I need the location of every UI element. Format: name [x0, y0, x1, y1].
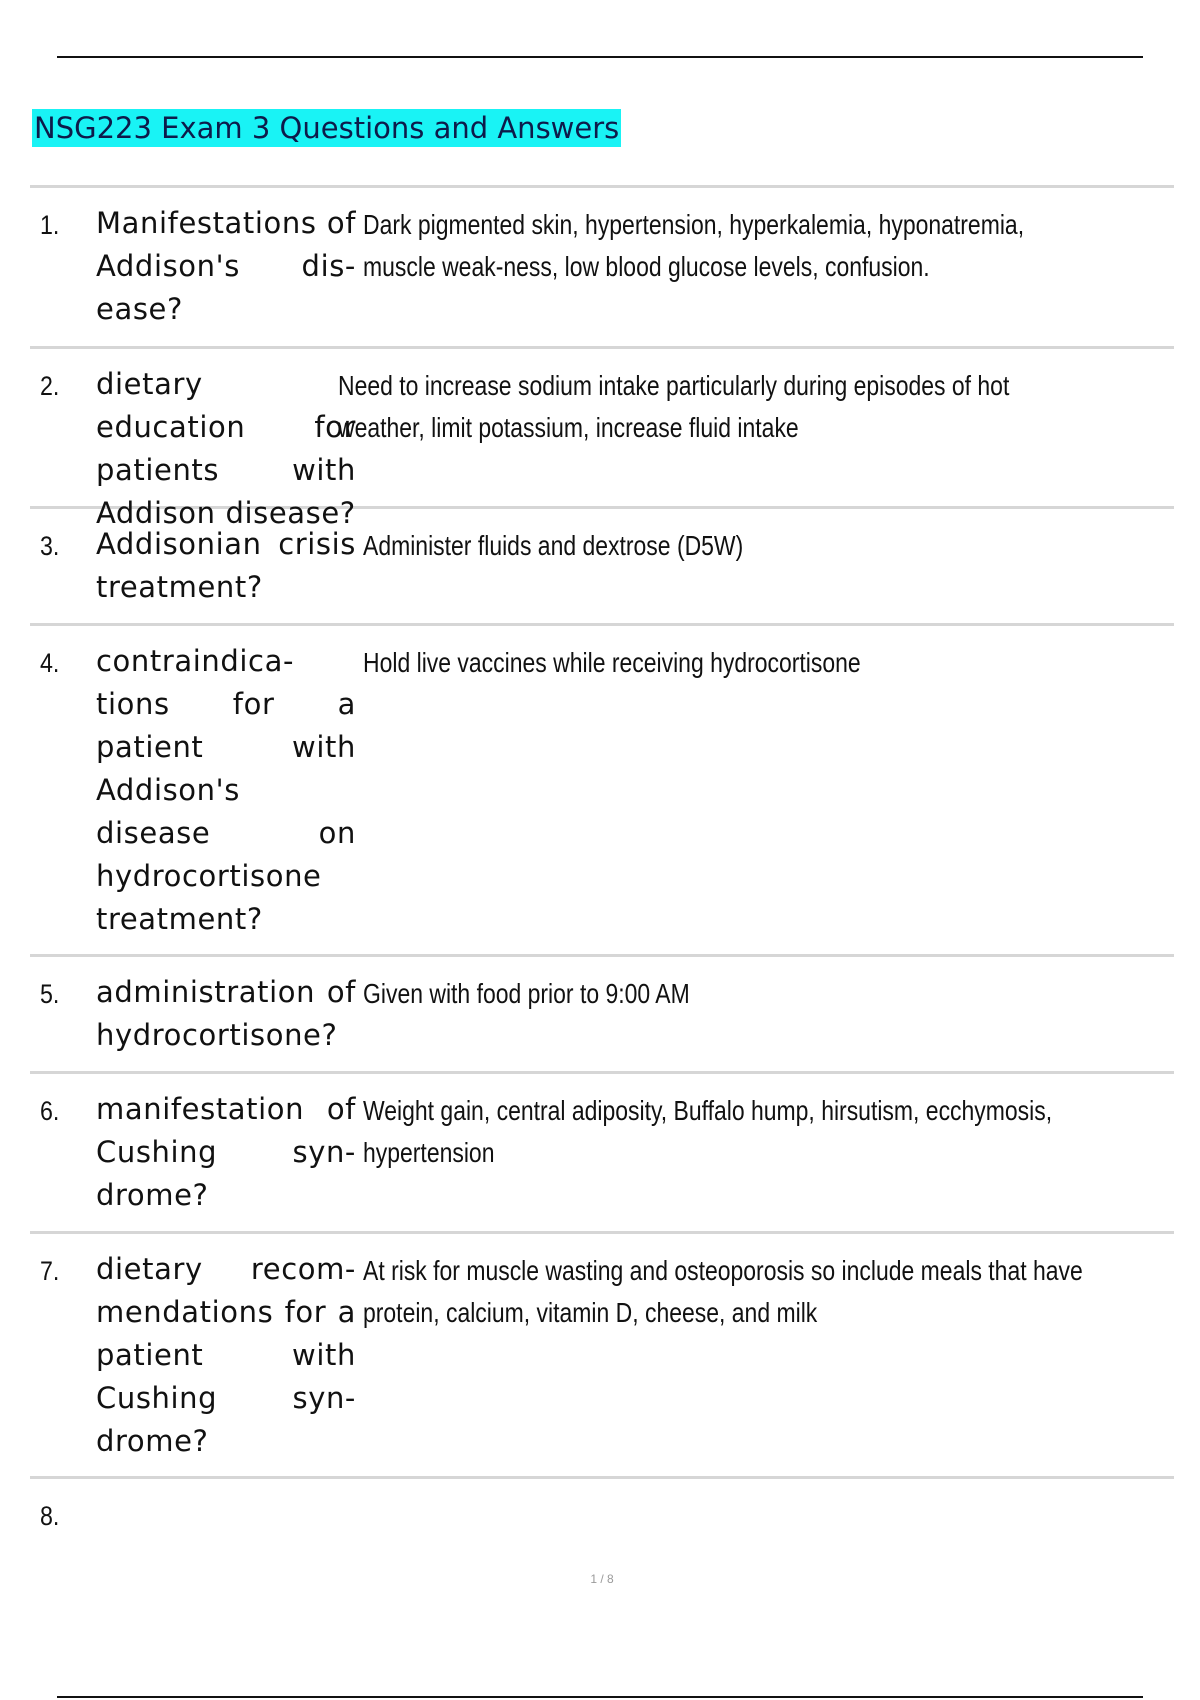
- question-text: dietary education for patients with Addison disease?: [96, 367, 356, 530]
- qa-item: [30, 1234, 1174, 1479]
- qa-item: [30, 1479, 1174, 1549]
- item-number: 5.: [40, 979, 60, 1009]
- item-number: 1.: [40, 210, 60, 240]
- item-number: 7.: [40, 1256, 60, 1286]
- question-text: dietary recom-mendations for a patient with Cushing syn-drome?: [96, 1252, 356, 1458]
- qa-list: [30, 185, 1174, 1549]
- qa-item: [30, 1074, 1174, 1234]
- answer-text: Weight gain, central adiposity, Buffalo hump, hirsutism, ecchymosis, hypertension: [363, 1095, 1053, 1168]
- question-text: manifestation of Cushing syn-drome?: [96, 1092, 356, 1212]
- bottom-rule: [57, 1696, 1143, 1698]
- question-text: contraindica-tions for a patient with Addison's disease on hydrocortisone treatment?: [96, 644, 356, 936]
- item-number: 3.: [40, 531, 60, 561]
- answer-text: Need to increase sodium intake particularly during episodes of hot weather, limit potassium, increase fluid intake: [338, 370, 1010, 443]
- document-title: NSG223 Exam 3 Questions and Answers: [34, 111, 620, 145]
- item-number: 6.: [40, 1096, 60, 1126]
- qa-item: [30, 626, 1174, 957]
- answer-text: Administer fluids and dextrose (D5W): [363, 530, 744, 561]
- qa-item: [30, 349, 1174, 530]
- answer-text: Hold live vaccines while receiving hydrocortisone: [363, 647, 861, 678]
- qa-item: [30, 509, 1174, 626]
- question-text: administration of hydrocortisone?: [96, 975, 356, 1052]
- answer-text: At risk for muscle wasting and osteoporosis so include meals that have protein, calcium, vitamin D, cheese, and milk: [363, 1255, 1083, 1328]
- answer-text: Dark pigmented skin, hypertension, hyperkalemia, hyponatremia, muscle weak-ness, low blood glucose levels, confusion.: [363, 209, 1025, 282]
- item-number: 4.: [40, 648, 60, 678]
- qa-item: [30, 957, 1174, 1074]
- question-text: Addisonian crisis treatment?: [96, 527, 356, 604]
- top-rule: [57, 56, 1143, 58]
- page-number: 1 / 8: [590, 1572, 614, 1586]
- item-number: 8.: [40, 1501, 60, 1531]
- question-text: Manifestations of Addison's dis-ease?: [96, 206, 356, 326]
- answer-text: Given with food prior to 9:00 AM: [363, 978, 690, 1009]
- item-number: 2.: [40, 371, 60, 401]
- qa-item: [30, 188, 1174, 349]
